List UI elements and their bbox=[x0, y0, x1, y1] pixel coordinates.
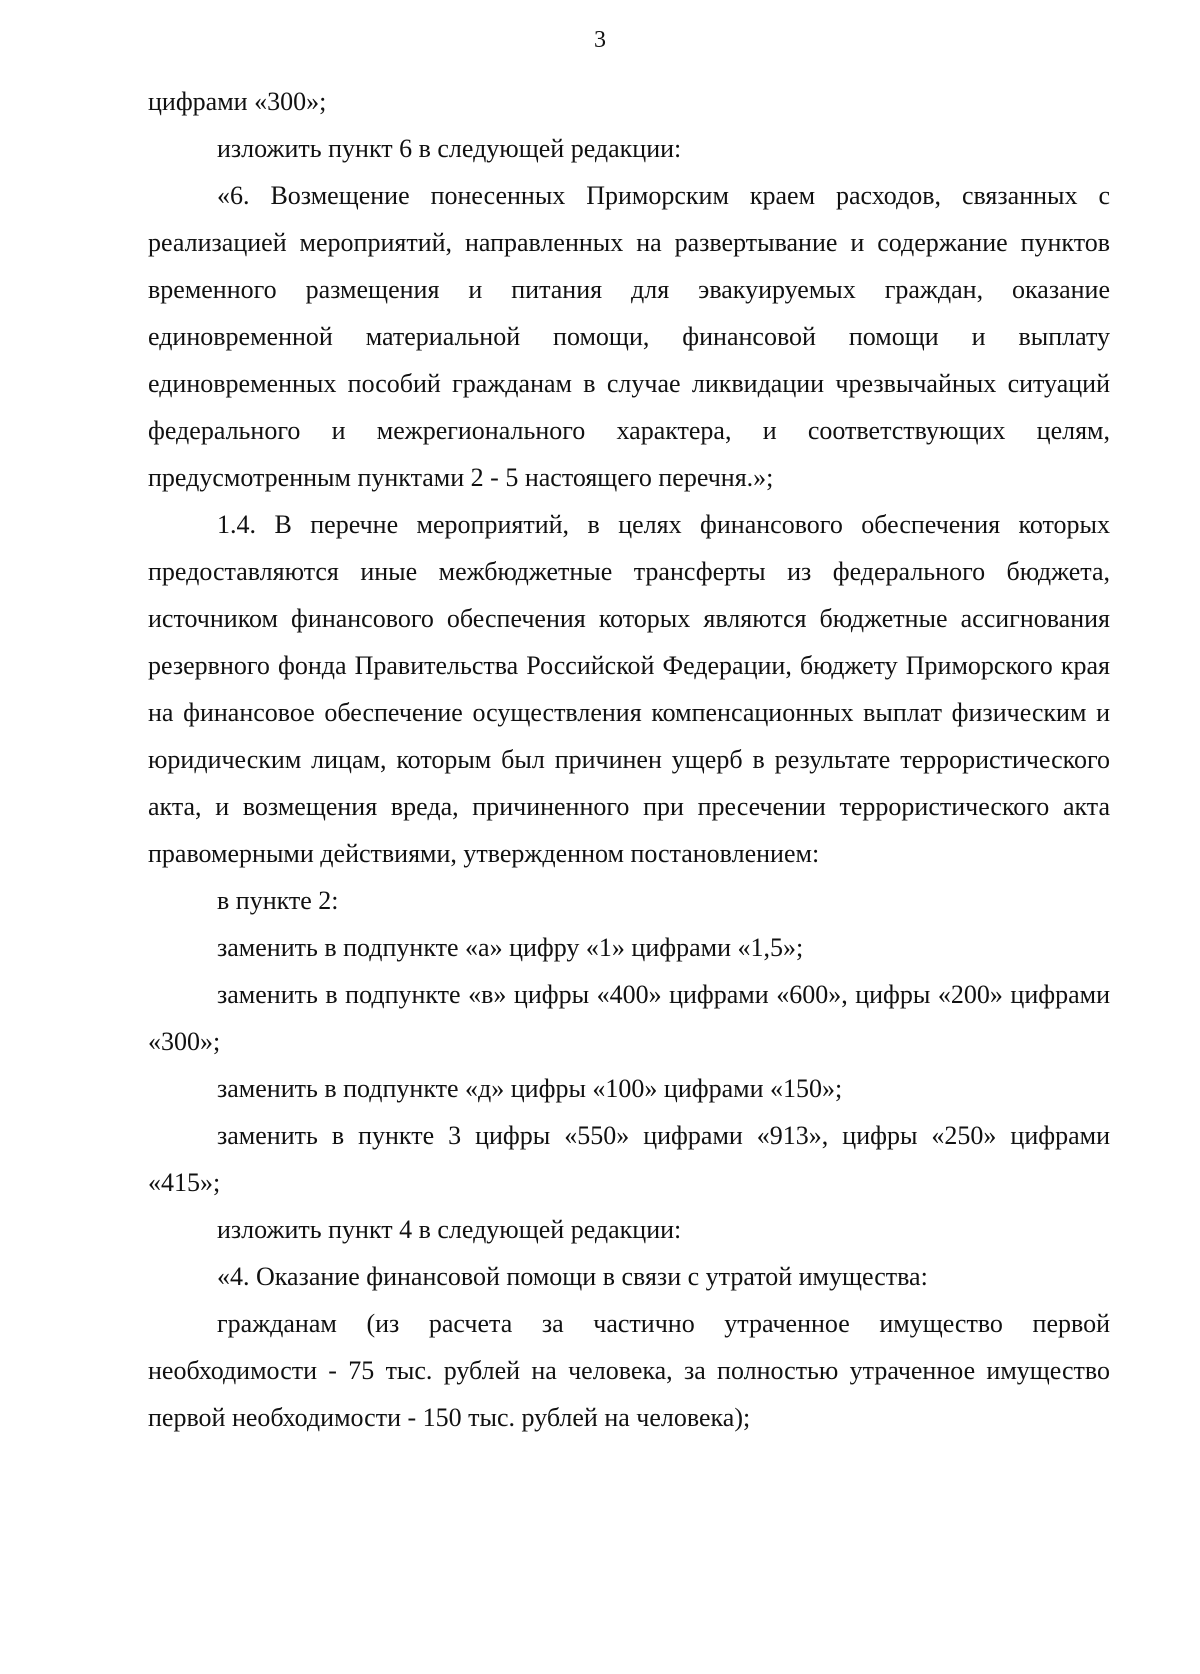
paragraph-8: заменить в подпункте «д» цифры «100» цифрами «150»; bbox=[217, 1074, 843, 1103]
paragraph-1: цифрами «300»; bbox=[148, 87, 327, 116]
document-body bbox=[148, 78, 1110, 1441]
page-number: 3 bbox=[594, 27, 606, 53]
paragraph-6: заменить в подпункте «а» цифру «1» цифрами «1,5»; bbox=[217, 933, 804, 962]
paragraph-12: гражданам (из расчета за частично утраченное имущество первой необходимости - 75 тыс. рублей на человека, за полностью утраченное имущество первой необходимости - 150 тыс. рублей на человека); bbox=[148, 1309, 1110, 1432]
paragraph-10: изложить пункт 4 в следующей редакции: bbox=[217, 1215, 682, 1244]
paragraph-7: заменить в подпункте «в» цифры «400» цифрами «600», цифры «200» цифрами «300»; bbox=[148, 980, 1110, 1056]
paragraph-11: «4. Оказание финансовой помощи в связи с утратой имущества: bbox=[217, 1262, 928, 1291]
paragraph-4: 1.4. В перечне мероприятий, в целях финансового обеспечения которых предоставляются иные межбюджетные трансферты из федерального бюджета, источником финансового обеспечения которых являются бюджетные ассигнования резервного фонда Правительства Российской Федерации, бюджету Приморского края на финансовое обеспечение осуществления компенсационных выплат физическим и юридическим лицам, которым был причинен ущерб в результате террористического акта, и возмещения вреда, причиненного при пресечении террористического акта правомерными действиями, утвержденном постановлением: bbox=[148, 510, 1110, 868]
paragraph-3: «6. Возмещение понесенных Приморским краем расходов, связанных с реализацией мероприятий, направленных на развертывание и содержание пунктов временного размещения и питания для эвакуируемых граждан, оказание единовременной материальной помощи, финансовой помощи и выплату единовременных пособий гражданам в случае ликвидации чрезвычайных ситуаций федерального и межрегионального характера, и соответствующих целям, предусмотренным пунктами 2 - 5 настоящего перечня.»; bbox=[148, 181, 1110, 492]
paragraph-5: в пункте 2: bbox=[217, 886, 339, 915]
paragraph-2: изложить пункт 6 в следующей редакции: bbox=[217, 134, 682, 163]
paragraph-9: заменить в пункте 3 цифры «550» цифрами «913», цифры «250» цифрами «415»; bbox=[148, 1121, 1110, 1197]
